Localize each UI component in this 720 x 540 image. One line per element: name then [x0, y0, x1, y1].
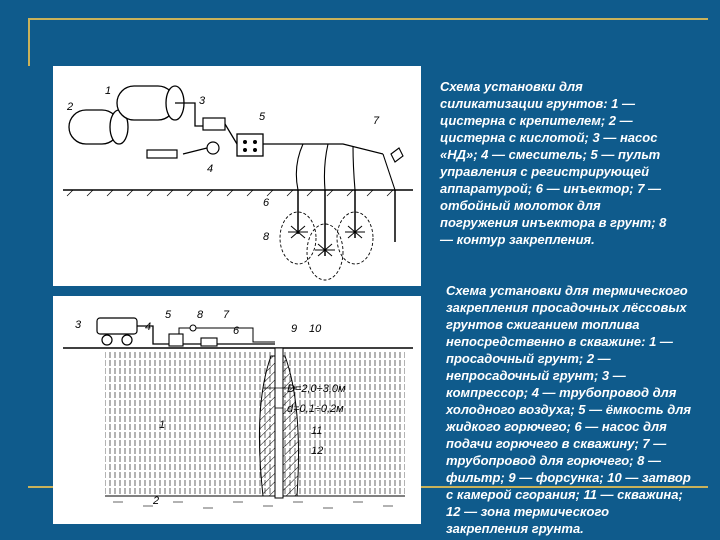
diagram2-label-8: 8 [197, 309, 204, 321]
tank-acid [69, 110, 128, 144]
diagram2-dimension-d-label: d=0,1÷0,2м [287, 403, 344, 415]
pump-nd [203, 118, 225, 130]
diagram2-label-4: 4 [145, 321, 152, 333]
tank-binder [117, 86, 184, 120]
diagram2-label-12: 12 [311, 445, 324, 457]
borehole [275, 348, 283, 498]
silicatization-diagram-panel [53, 66, 421, 286]
diagram1-label-5: 5 [259, 111, 266, 123]
control-panel [237, 134, 263, 156]
caption-thermal-fixing: Схема установки для термического закрепления просадочных лёссовых грунтов сжиганием топлива непосредственно в скважине: 1 — просадочный грунт; 2 — непросадочный грунт; 3 — компрессор; 4 — трубопровод для холодного воздуха; 5 — ёмкость для жидкого горючего; 6 — насос для подачи горючего в скважину; 7 — трубопровод для горючего; 8 — фильтр; 9 — форсунка; 10 — затвор с камерой сгорания; 11 — скважина; 12 — зона термического закрепления грунта. [446, 283, 692, 536]
thermal-fixing-diagram-panel [53, 296, 421, 524]
diagram1-label-8: 8 [263, 231, 270, 243]
diagram1-label-2: 2 [67, 101, 74, 113]
diagram1-label-1: 1 [105, 85, 112, 97]
diagram2-label-1: 1 [159, 419, 166, 431]
diagram2-label-10: 10 [309, 323, 322, 335]
diagram2-label-9: 9 [291, 323, 298, 335]
diagram1-label-3: 3 [199, 95, 206, 107]
injection-spray [288, 226, 365, 256]
fuel-tank [169, 334, 183, 346]
hoses [296, 144, 395, 190]
filter [190, 325, 196, 331]
jackhammer [391, 148, 403, 162]
diagram1-label-7: 7 [373, 115, 380, 127]
injectors [298, 190, 395, 256]
diagram2-label-5: 5 [165, 309, 172, 321]
diagram2-label-11: 11 [311, 425, 323, 437]
top-decorative-line [28, 18, 708, 20]
pump-base [147, 150, 177, 158]
mixer [207, 142, 219, 154]
silicatization-diagram [53, 66, 421, 286]
thermal-fixing-diagram [53, 296, 421, 524]
diagram1-label-6: 6 [263, 197, 270, 209]
diagram2-label-2: 2 [153, 495, 160, 507]
diagram2-label-3: 3 [75, 319, 82, 331]
caption-silicatization: Схема установки для силикатизации грунтов: 1 — цистерна с крепителем; 2 — цистерна с кислотой; 3 — насос «НД»; 4 — смеситель; 5 — пульт управления с регистрирующей аппаратурой; 6 — инъектор; 7 — отбойный молоток для погружения инъектора в грунт; 8 — контур закрепления. [440, 79, 667, 247]
fuel-pump [201, 338, 217, 346]
diagram2-dimension-D-label: D=2,0÷3,0м [287, 383, 346, 395]
compressor [97, 318, 137, 345]
fixing-contours [280, 212, 373, 280]
left-decorative-line [28, 18, 30, 66]
ground-hatching [67, 190, 393, 196]
diagram1-label-4: 4 [207, 163, 214, 175]
subsiding-soil [105, 350, 405, 496]
diagram2-label-6: 6 [233, 325, 240, 337]
diagram2-label-7: 7 [223, 309, 230, 321]
